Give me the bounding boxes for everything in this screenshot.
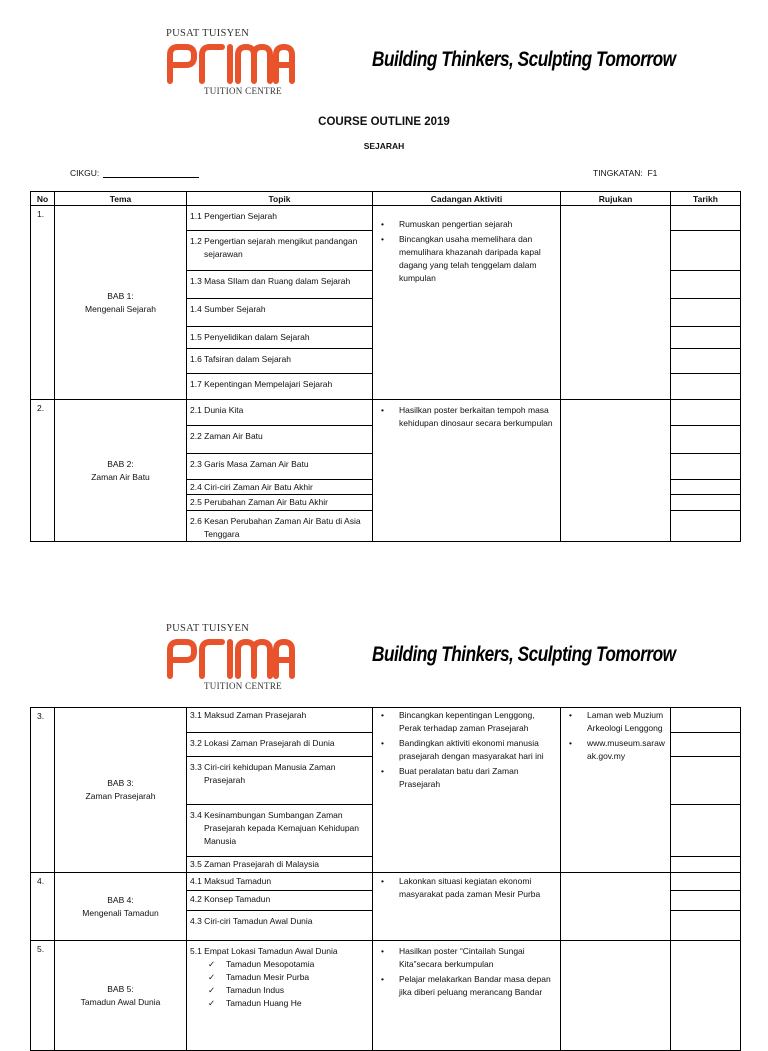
- topik-cell: [187, 426, 373, 454]
- topik-text: 3.4 Kesinambungan Sumbangan Zaman Prasejarah kepada Kemajuan Kehidupan Manusia: [190, 810, 360, 846]
- tarikh-cell: [671, 454, 741, 480]
- table-row: [31, 941, 741, 1051]
- tarikh-cell: [671, 857, 741, 873]
- topik-cell: [187, 941, 373, 1051]
- tema-name: Zaman Prasejarah: [85, 791, 156, 801]
- rujukan-cell: [561, 400, 671, 542]
- topik-text: 2.4 Ciri-ciri Zaman Air Batu Akhir: [190, 482, 313, 492]
- topik-cell: [187, 299, 373, 327]
- tarikh-cell: [671, 374, 741, 400]
- tarikh-cell: [671, 231, 741, 271]
- col-header-tarikh: Tarikh: [671, 192, 741, 206]
- aktiviti-text: Pelajar melakarkan Bandar masa depan jika diberi peluang merancang Bandar: [399, 974, 551, 997]
- list-item: • Bincangkan usaha memelihara dan memulihara khazanah daripada kapal dagang yang telah tenggelam dalam kumpulan: [381, 234, 541, 283]
- logo-bottom-text: TUITION CENTRE: [204, 681, 282, 691]
- aktiviti-cell: [373, 206, 561, 400]
- topik-text: 1.3 Masa SIlam dan Ruang dalam Sejarah: [190, 276, 351, 286]
- tema-cell: [55, 941, 187, 1051]
- aktiviti-cell: [373, 708, 561, 873]
- list-item: • Bincangkan kepentingan Lenggong, Perak terhadap zaman Prasejarah: [381, 710, 535, 733]
- slogan: Building Thinkers, Sculpting Tomorrow: [372, 643, 676, 666]
- tingkatan-label: TINGKATAN:: [593, 168, 643, 178]
- row-number: 5.: [31, 941, 55, 1051]
- slogan: Building Thinkers, Sculpting Tomorrow: [372, 48, 676, 71]
- topik-cell: [187, 454, 373, 480]
- topik-cell: [187, 857, 373, 873]
- tarikh-cell: [671, 873, 741, 891]
- aktiviti-cell: [373, 400, 561, 542]
- tarikh-cell: [671, 349, 741, 374]
- list-item: • Bandingkan aktiviti ekonomi manusia prasejarah dengan masyarakat hari ini: [381, 738, 544, 761]
- list-item: [208, 971, 369, 984]
- aktiviti-text: Bincangkan usaha memelihara dan memulihara khazanah daripada kapal dagang yang telah tenggelam dalam kumpulan: [399, 234, 541, 283]
- list-item: • Hasilkan poster berkaitan tempoh masa kehidupan dinosaur secara berkumpulan: [381, 405, 553, 428]
- rujukan-text: Laman web Muzium Arkeologi Lenggong: [587, 710, 664, 733]
- page2-header: [0, 595, 768, 691]
- tarikh-cell: [671, 708, 741, 733]
- topik-text: 2.5 Perubahan Zaman Air Batu Akhir: [190, 497, 328, 507]
- tema-name: Mengenali Tamadun: [82, 907, 159, 918]
- row-number: 1.: [31, 206, 55, 400]
- topik-text: 1.5 Penyelidikan dalam Sejarah: [190, 332, 310, 342]
- topik-text: 1.6 Tafsiran dalam Sejarah: [190, 354, 291, 364]
- list-item: [208, 997, 369, 1010]
- table-header-row: [31, 192, 741, 206]
- rujukan-cell: [561, 206, 671, 400]
- topik-cell: [187, 805, 373, 857]
- tema-cell: [55, 206, 187, 400]
- tarikh-cell: [671, 495, 741, 511]
- tema-cell: [55, 400, 187, 542]
- topik-cell: [187, 374, 373, 400]
- rujukan-cell: [561, 708, 671, 873]
- tarikh-cell: [671, 805, 741, 857]
- col-header-no: No: [31, 192, 55, 206]
- aktiviti-text: Lakonkan situasi kegiatan ekonomi masyarakat pada zaman Mesir Purba: [399, 876, 541, 899]
- prima-wordmark-icon: [164, 636, 296, 680]
- aktiviti-text: Buat peralatan batu dari Zaman Prasejarah: [399, 766, 519, 789]
- logo-top-text: PUSAT TUISYEN: [166, 623, 250, 634]
- topik-text: 1.7 Kepentingan Mempelajari Sejarah: [190, 379, 333, 389]
- sub-topik-text: Tamadun Indus: [226, 985, 285, 995]
- col-header-tema: Tema: [55, 192, 187, 206]
- topik-text: 1.1 Pengertian Sejarah: [190, 211, 277, 221]
- row-number: 3.: [31, 708, 55, 873]
- tarikh-cell: [671, 511, 741, 542]
- topik-cell: [187, 911, 373, 941]
- aktiviti-text: Hasilkan poster berkaitan tempoh masa kehidupan dinosaur secara berkumpulan: [399, 405, 553, 428]
- row-number: 4.: [31, 873, 55, 941]
- subject-title: SEJARAH: [363, 141, 405, 151]
- list-item: • www.museum.sarawak.gov.my: [569, 738, 665, 761]
- tarikh-cell: [671, 400, 741, 426]
- tema-bab: BAB 2:: [107, 458, 134, 469]
- col-header-rujukan: Rujukan: [561, 192, 671, 206]
- list-item: • Buat peralatan batu dari Zaman Prasejarah: [381, 766, 519, 789]
- list-item: • Lakonkan situasi kegiatan ekonomi masyarakat pada zaman Mesir Purba: [381, 876, 541, 899]
- list-item: • Laman web Muzium Arkeologi Lenggong: [569, 710, 664, 733]
- page1-header: [0, 0, 768, 96]
- cikgu-label: CIKGU:: [70, 168, 100, 178]
- cikgu-blank-line: [103, 169, 199, 178]
- list-item: [208, 958, 369, 971]
- document-title: COURSE OUTLINE 2019: [318, 116, 450, 128]
- tema-bab: BAB 5:: [107, 983, 134, 994]
- topik-cell: [187, 480, 373, 495]
- col-header-topik: Topik: [187, 192, 373, 206]
- aktiviti-text: Rumuskan pengertian sejarah: [399, 219, 513, 229]
- topik-text: 3.3 Ciri-ciri kehidupan Manusia Zaman Prasejarah: [190, 762, 336, 785]
- tema-bab: BAB 4:: [107, 894, 134, 905]
- tema-cell: [55, 708, 187, 873]
- check-icon: ✓: [208, 985, 216, 995]
- topik-cell: [187, 400, 373, 426]
- sub-topik-text: Tamadun Mesir Purba: [226, 972, 310, 982]
- col-header-aktiviti: Cadangan Aktiviti: [373, 192, 561, 206]
- tema-name: Zaman Air Batu: [91, 471, 150, 482]
- tema-name: Mengenali Sejarah: [85, 303, 156, 314]
- aktiviti-text: Bincangkan kepentingan Lenggong, Perak terhadap zaman Prasejarah: [399, 710, 535, 733]
- tema-name: Tamadun Awal Dunia: [80, 996, 161, 1007]
- topik-text: 1.2 Pengertian sejarah mengikut pandangan sejarawan: [190, 236, 358, 259]
- rujukan-cell: [561, 941, 671, 1051]
- list-item: • Hasilkan poster “Cintailah Sungai Kita”secara berkumpulan: [381, 946, 525, 969]
- tarikh-cell: [671, 757, 741, 805]
- tingkatan-field: [593, 168, 657, 178]
- topik-text: 4.2 Konsep Tamadun: [190, 894, 271, 904]
- aktiviti-cell: [373, 941, 561, 1051]
- tarikh-cell: [671, 426, 741, 454]
- topik-cell: [187, 231, 373, 271]
- aktiviti-text: Bandingkan aktiviti ekonomi manusia prasejarah dengan masyarakat hari ini: [399, 738, 544, 761]
- topik-cell: [187, 495, 373, 511]
- topik-cell: [187, 349, 373, 374]
- aktiviti-cell: [373, 873, 561, 941]
- prima-logo: [160, 28, 300, 102]
- course-outline-table-page2: [30, 707, 741, 1051]
- topik-text: 4.3 Ciri-ciri Tamadun Awal Dunia: [190, 916, 313, 926]
- tarikh-cell: [671, 911, 741, 941]
- topik-cell: [187, 757, 373, 805]
- table-row: [31, 400, 741, 426]
- topik-text: 3.2 Lokasi Zaman Prasejarah di Dunia: [190, 738, 335, 748]
- topik-text: 4.1 Maksud Tamadun: [190, 876, 272, 886]
- tarikh-cell: [671, 891, 741, 911]
- topik-text: 2.2 Zaman Air Batu: [190, 431, 263, 441]
- topik-cell: [187, 873, 373, 891]
- tarikh-cell: [671, 941, 741, 1051]
- list-item: • Rumuskan pengertian sejarah: [381, 219, 513, 229]
- rujukan-text: www.museum.sarawak.gov.my: [587, 738, 665, 761]
- topik-text: 3.5 Zaman Prasejarah di Malaysia: [190, 859, 319, 869]
- row-number: 2.: [31, 400, 55, 542]
- rujukan-cell: [561, 873, 671, 941]
- tema-bab: BAB 3:: [107, 778, 134, 788]
- topik-cell: [187, 511, 373, 542]
- topik-text: 2.3 Garis Masa Zaman Air Batu: [190, 459, 309, 469]
- topik-text: 1.4 Sumber Sejarah: [190, 304, 266, 314]
- topik-cell: [187, 271, 373, 299]
- topik-cell: [187, 891, 373, 911]
- topik-text: 2.6 Kesan Perubahan Zaman Air Batu di Asia Tenggara: [190, 516, 361, 539]
- topik-cell: [187, 327, 373, 349]
- topik-cell: [187, 206, 373, 231]
- list-item: [208, 984, 369, 997]
- aktiviti-text: Hasilkan poster “Cintailah Sungai Kita”secara berkumpulan: [399, 946, 525, 969]
- check-icon: ✓: [208, 959, 216, 969]
- topik-text: 5.1 Empat Lokasi Tamadun Awal Dunia: [190, 946, 338, 956]
- check-icon: ✓: [208, 972, 216, 982]
- tema-bab: BAB 1:: [107, 290, 134, 301]
- list-item: • Pelajar melakarkan Bandar masa depan jika diberi peluang merancang Bandar: [381, 974, 551, 997]
- tingkatan-value: F1: [647, 168, 658, 178]
- topik-cell: [187, 733, 373, 757]
- check-icon: ✓: [208, 998, 216, 1008]
- tarikh-cell: [671, 733, 741, 757]
- sub-topik-text: Tamadun Huang He: [226, 998, 302, 1008]
- table-row: [31, 206, 741, 231]
- table-row: [31, 708, 741, 733]
- tema-cell: [55, 873, 187, 941]
- logo-bottom-text: TUITION CENTRE: [204, 86, 282, 96]
- sub-topik-text: Tamadun Mesopotamia: [226, 959, 315, 969]
- table-row: [31, 873, 741, 891]
- prima-logo: [160, 623, 300, 697]
- topik-cell: [187, 708, 373, 733]
- tarikh-cell: [671, 327, 741, 349]
- tarikh-cell: [671, 299, 741, 327]
- topik-text: 3.1 Maksud Zaman Prasejarah: [190, 710, 307, 720]
- topik-text: 2.1 Dunia Kita: [190, 405, 244, 415]
- logo-top-text: PUSAT TUISYEN: [166, 28, 250, 39]
- prima-wordmark-icon: [164, 41, 296, 85]
- tarikh-cell: [671, 206, 741, 231]
- course-outline-table-page1: [30, 191, 741, 542]
- tarikh-cell: [671, 480, 741, 495]
- tarikh-cell: [671, 271, 741, 299]
- cikgu-field: [70, 168, 199, 178]
